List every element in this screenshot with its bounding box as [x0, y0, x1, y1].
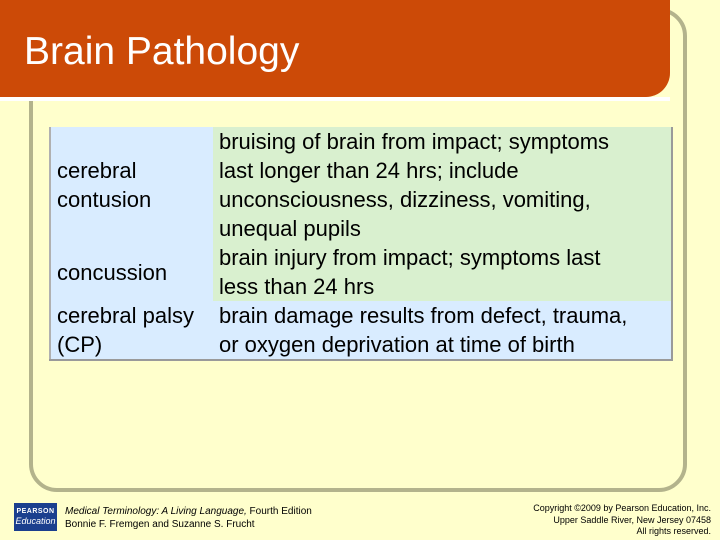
authors: Bonnie F. Fremgen and Suzanne S. Frucht	[65, 519, 255, 530]
definition-line: brain injury from impact; symptoms last	[219, 245, 601, 270]
book-title: Medical Terminology: A Living Language,	[65, 506, 247, 517]
pearson-logo	[14, 503, 57, 531]
book-edition: Fourth Edition	[246, 506, 312, 517]
slide-title: Brain Pathology	[24, 30, 300, 73]
table-row	[50, 301, 672, 360]
definitions-table	[49, 127, 673, 361]
footer-copyright	[533, 503, 711, 538]
definition-line: unconsciousness, dizziness, vomiting,	[219, 187, 591, 212]
term-cell	[50, 301, 213, 360]
term-cell	[50, 127, 213, 243]
footer-citation	[65, 505, 312, 531]
definition-cell	[213, 243, 672, 301]
copyright-line: Upper Saddle River, New Jersey 07458	[553, 514, 711, 525]
title-rule	[0, 97, 670, 101]
definition-line: unequal pupils	[219, 216, 361, 241]
title-bar	[0, 0, 670, 97]
copyright-line: All rights reserved.	[636, 526, 711, 536]
term-line: cerebral	[57, 158, 137, 183]
term-line: cerebral palsy	[57, 303, 194, 328]
definition-cell	[213, 301, 672, 360]
definition-line: or oxygen deprivation at time of birth	[219, 332, 575, 357]
logo-text-top: PEARSON	[16, 508, 55, 515]
definition-line: bruising of brain from impact; symptoms	[219, 129, 610, 154]
term-line: concussion	[57, 259, 168, 285]
table-row	[50, 243, 672, 301]
book-line	[65, 505, 312, 518]
copyright-line: Copyright ©2009 by Pearson Education, Inc.	[533, 503, 711, 513]
definition-cell	[213, 127, 672, 243]
term-cell	[50, 243, 213, 301]
term-line: contusion	[57, 187, 152, 212]
definition-line: brain damage results from defect, trauma,	[219, 303, 628, 328]
definition-line: less than 24 hrs	[219, 274, 375, 299]
table-row	[50, 127, 672, 243]
term-line: (CP)	[57, 332, 103, 357]
definition-line: last longer than 24 hrs; include	[219, 158, 519, 183]
logo-text-bottom: Education	[15, 516, 56, 526]
